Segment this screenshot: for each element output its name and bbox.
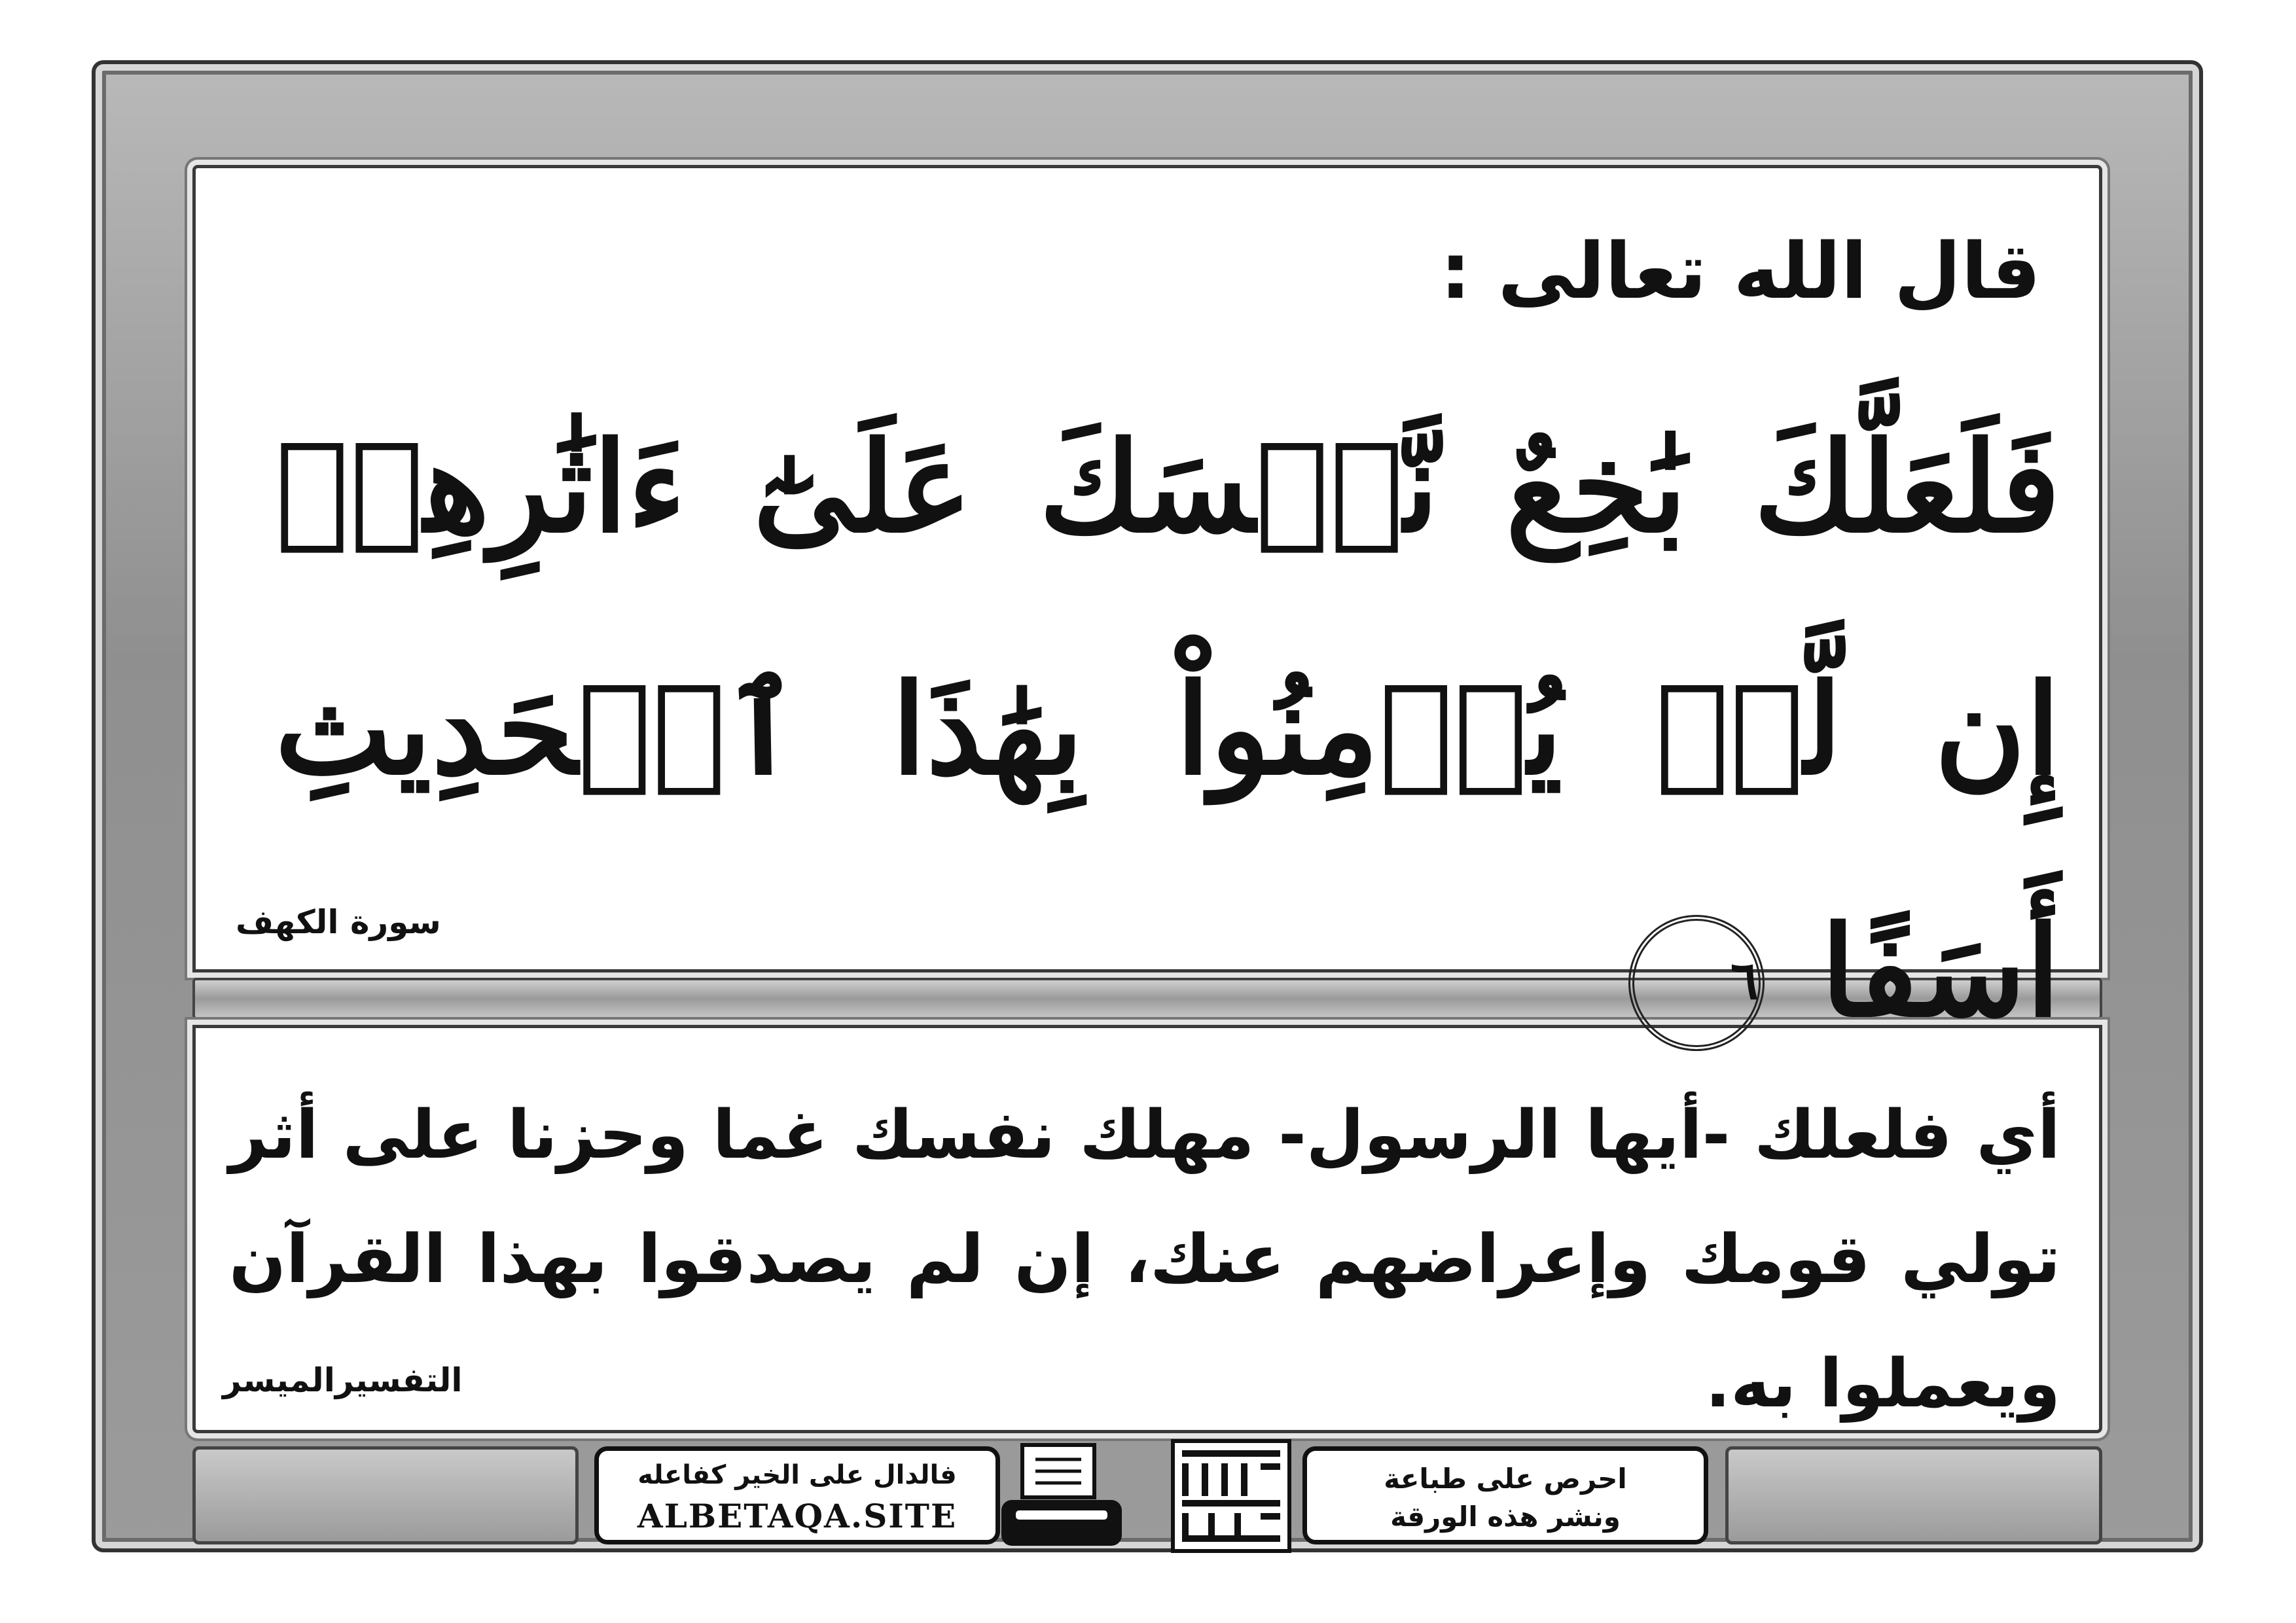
ayah-number: ٦	[1730, 949, 1759, 1011]
footer-website[interactable]: ALBETAQA.SITE	[637, 1497, 958, 1535]
printer-icon	[996, 1440, 1127, 1551]
footer-website-box	[594, 1446, 1000, 1544]
footer-print-box	[1302, 1446, 1708, 1544]
verse-text: فَلَعَلَّكَ بَٰخِعٌ نَّفۡسَكَ عَلَىٰٓ ءَاثَٰرِهِمۡ إِن لَّمۡ يُؤۡمِنُواْ بِهَٰذَا ٱلۡحَدِيثِ أَسَفًا	[275, 414, 2060, 1044]
quran-verse	[275, 366, 2060, 1093]
footer-left-slot	[192, 1446, 579, 1544]
footer-motto: فالدال على الخير كفاعله	[637, 1460, 957, 1490]
tafsir-text: أي فلعلك -أيها الرسول- مهلك نفسك غما وحزنا على أثر تولي قومك وإعراضهم عنك، إن لم يصدقوا بهذا القرآن ويعملوا به.	[229, 1096, 2060, 1423]
ayah-number-mark	[1628, 915, 1765, 1051]
surah-name: سورة الكهف	[236, 903, 441, 941]
intro-heading: قال الله تعالى :	[1440, 226, 2041, 316]
footer-print-line2: ونشر هذه الورقة	[1390, 1501, 1621, 1533]
footer-right-slot	[1725, 1446, 2102, 1544]
dawat-alwaraqa-logo-icon	[1169, 1437, 1293, 1555]
footer-print-line1: احرص على طباعة	[1384, 1463, 1627, 1495]
tafsir-source: التفسيرالميسر	[223, 1361, 463, 1399]
